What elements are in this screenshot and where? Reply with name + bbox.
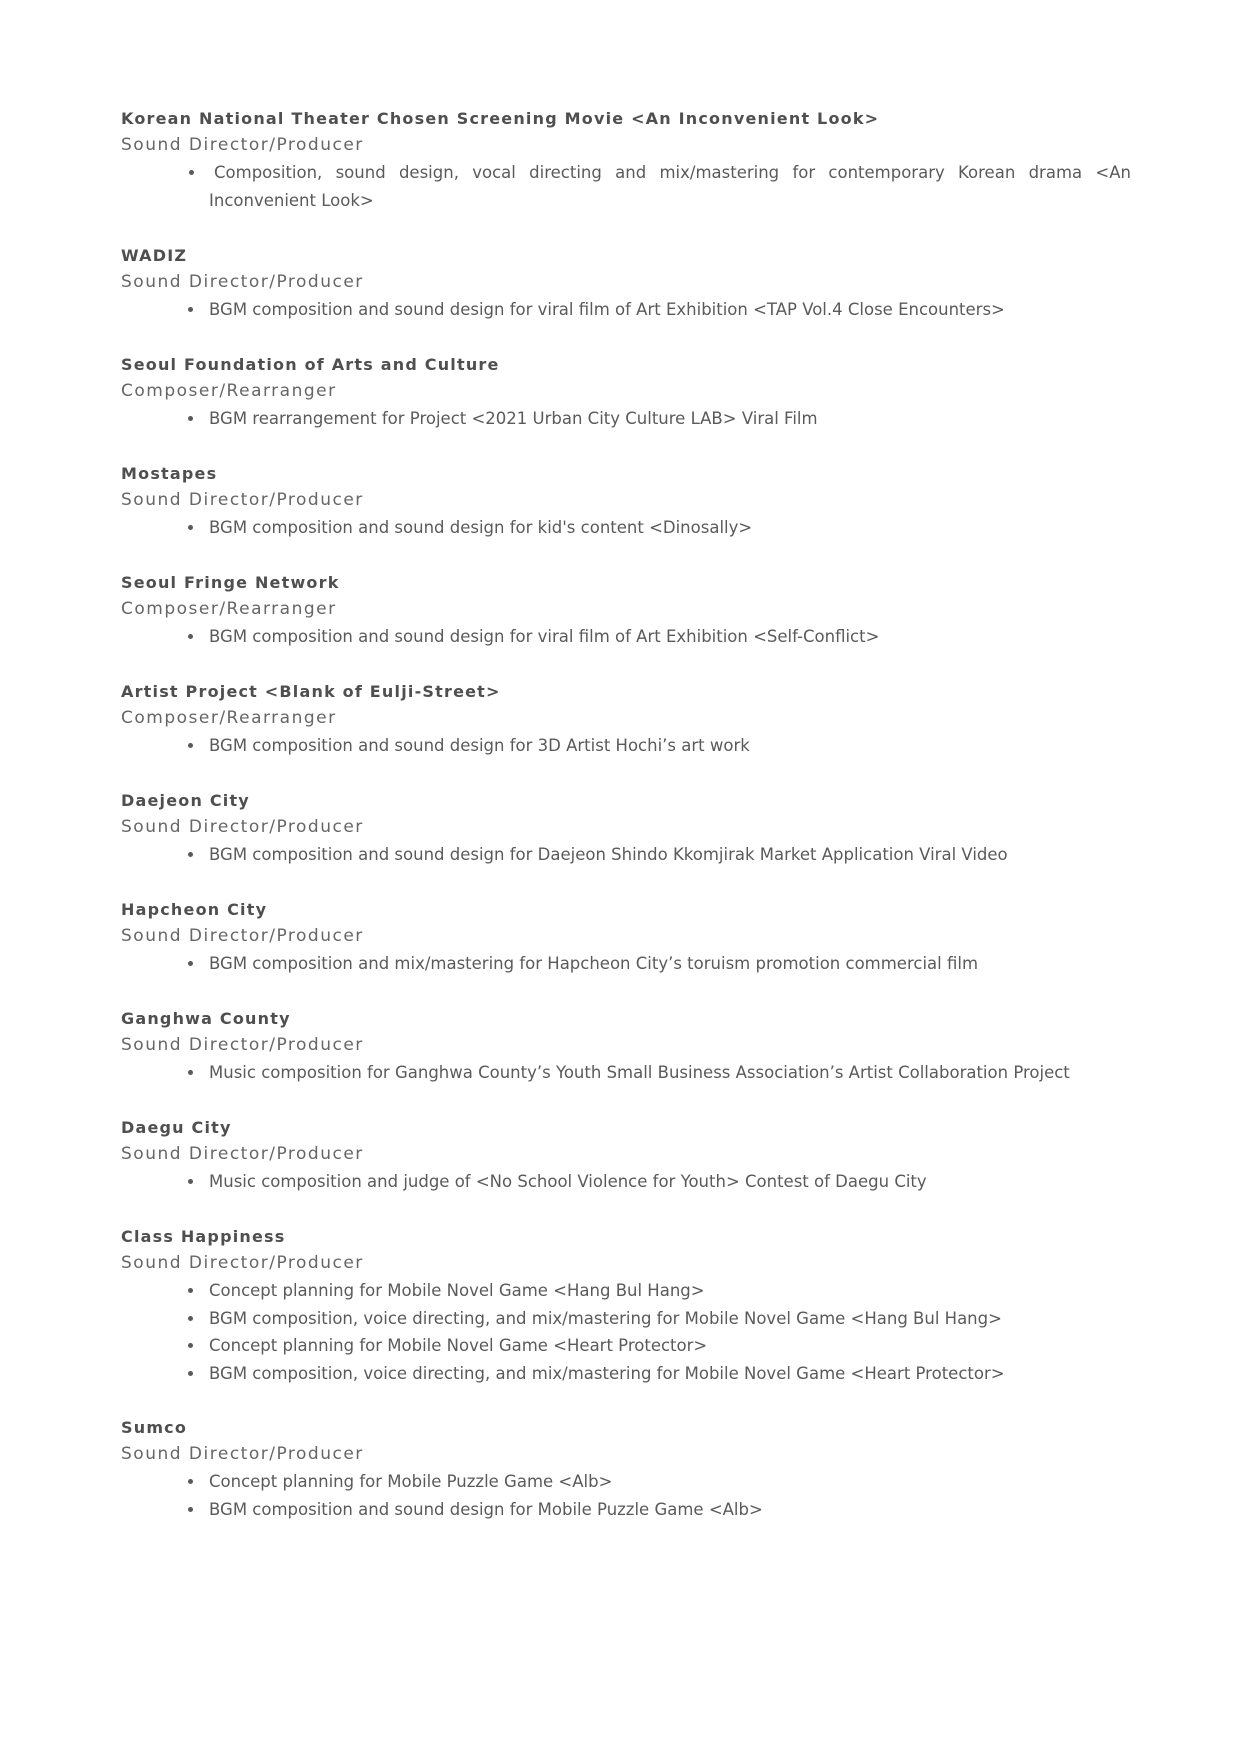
task-description: BGM composition and sound design for Mobile Puzzle Game <Alb>: [209, 1499, 763, 1519]
task-description: Music composition for Ganghwa County’s Youth Small Business Association’s Artist Collaboration Project: [209, 1063, 1070, 1082]
list-item: [209, 1305, 1131, 1333]
role-title: Sound Director/Producer: [121, 272, 364, 292]
role-title: Sound Director/Producer: [121, 135, 364, 155]
organization-name: Artist Project <Blank of Eulji-Street>: [121, 682, 501, 701]
bullet-icon: [188, 307, 193, 312]
organization-name: Mostapes: [121, 464, 218, 483]
role-title: Sound Director/Producer: [121, 926, 364, 946]
organization-name: Hapcheon City: [121, 900, 268, 919]
task-description: Concept planning for Mobile Novel Game <Heart Protector>: [209, 1336, 708, 1355]
organization-name: Korean National Theater Chosen Screening Movie <An Inconvenient Look>: [121, 109, 880, 128]
career-entry: [121, 787, 1131, 869]
task-description: Music composition and judge of <No School Violence for Youth> Contest of Daegu City: [209, 1172, 927, 1191]
task-list: [121, 950, 1131, 978]
task-description: BGM composition and mix/mastering for Hapcheon City’s toruism promotion commercial film: [209, 954, 979, 973]
organization-name: Class Happiness: [121, 1227, 286, 1246]
list-item: [209, 1332, 1131, 1360]
bullet-icon: [188, 1507, 193, 1512]
list-item: [209, 1059, 1131, 1087]
task-description: Concept planning for Mobile Puzzle Game <Alb>: [209, 1472, 613, 1491]
bullet-icon: [189, 170, 194, 175]
role-title: Sound Director/Producer: [121, 1444, 364, 1464]
task-list: [121, 405, 1131, 433]
list-item: [209, 1360, 1131, 1388]
list-item: [209, 514, 1131, 542]
career-entry: [121, 896, 1131, 978]
task-list: [121, 514, 1131, 542]
bullet-icon: [188, 634, 193, 639]
organization-name: Daejeon City: [121, 791, 250, 810]
role-title: Sound Director/Producer: [121, 1144, 364, 1164]
task-description: Concept planning for Mobile Novel Game <Hang Bul Hang>: [209, 1281, 705, 1300]
list-item: [209, 950, 1131, 978]
bullet-icon: [188, 743, 193, 748]
bullet-icon: [188, 1479, 193, 1484]
task-description: BGM composition and sound design for viral film of Art Exhibition <Self-Conflict>: [209, 627, 880, 646]
career-entry: [121, 1414, 1131, 1523]
organization-name: Daegu City: [121, 1118, 232, 1137]
organization-name: Sumco: [121, 1418, 188, 1437]
list-item: [209, 841, 1131, 869]
task-description: BGM composition and sound design for kid's content <Dinosally>: [209, 518, 753, 537]
career-entry: [121, 242, 1131, 324]
career-entry: [121, 678, 1131, 760]
career-entry: [121, 1005, 1131, 1087]
task-description: BGM composition and sound design for Daejeon Shindo Kkomjirak Market Application Viral Video: [209, 845, 1008, 864]
list-item: [209, 159, 1131, 214]
bullet-icon: [188, 1316, 193, 1321]
bullet-icon: [188, 961, 193, 966]
task-description: BGM composition and sound design for 3D Artist Hochi’s art work: [209, 736, 750, 755]
bullet-icon: [188, 852, 193, 857]
task-list: [121, 1277, 1131, 1387]
career-entry: [121, 1223, 1131, 1387]
list-item: [209, 405, 1131, 433]
organization-name: Seoul Fringe Network: [121, 573, 340, 592]
career-entry: [121, 569, 1131, 651]
organization-name: WADIZ: [121, 246, 188, 265]
list-item: [209, 1468, 1131, 1496]
list-item: [209, 732, 1131, 760]
career-entry: [121, 460, 1131, 542]
bullet-icon: [188, 1070, 193, 1075]
career-entry: [121, 105, 1131, 214]
career-entry: [121, 1114, 1131, 1196]
role-title: Sound Director/Producer: [121, 817, 364, 837]
role-title: Sound Director/Producer: [121, 490, 364, 510]
task-list: [121, 1168, 1131, 1196]
bullet-icon: [188, 1343, 193, 1348]
role-title: Composer/Rearranger: [121, 708, 337, 728]
organization-name: Seoul Foundation of Arts and Culture: [121, 355, 500, 374]
list-item: [209, 1168, 1131, 1196]
list-item: [209, 296, 1131, 324]
task-list: [121, 159, 1131, 214]
list-item: [209, 1277, 1131, 1305]
task-list: [121, 296, 1131, 324]
role-title: Composer/Rearranger: [121, 599, 337, 619]
task-list: [121, 1059, 1131, 1087]
bullet-icon: [188, 525, 193, 530]
bullet-icon: [188, 1371, 193, 1376]
bullet-icon: [188, 1288, 193, 1293]
career-entry: [121, 351, 1131, 433]
organization-name: Ganghwa County: [121, 1009, 291, 1028]
role-title: Sound Director/Producer: [121, 1253, 364, 1273]
task-list: [121, 1468, 1131, 1523]
task-list: [121, 732, 1131, 760]
bullet-icon: [188, 416, 193, 421]
bullet-icon: [188, 1179, 193, 1184]
task-description: BGM composition, voice directing, and mix/mastering for Mobile Novel Game <Hang Bul Hang>: [209, 1308, 1002, 1328]
task-description: BGM composition and sound design for viral film of Art Exhibition <TAP Vol.4 Close Encounters>: [209, 300, 1005, 319]
task-description: BGM composition, voice directing, and mix/mastering for Mobile Novel Game <Heart Protector>: [209, 1363, 1005, 1383]
role-title: Sound Director/Producer: [121, 1035, 364, 1055]
list-item: [209, 623, 1131, 651]
task-list: [121, 841, 1131, 869]
list-item: [209, 1496, 1131, 1524]
task-list: [121, 623, 1131, 651]
task-description: BGM rearrangement for Project <2021 Urban City Culture LAB> Viral Film: [209, 409, 818, 428]
role-title: Composer/Rearranger: [121, 381, 337, 401]
task-description: Composition, sound design, vocal directing and mix/mastering for contemporary Korean drama <An Inconvenient Look>: [209, 163, 1131, 210]
